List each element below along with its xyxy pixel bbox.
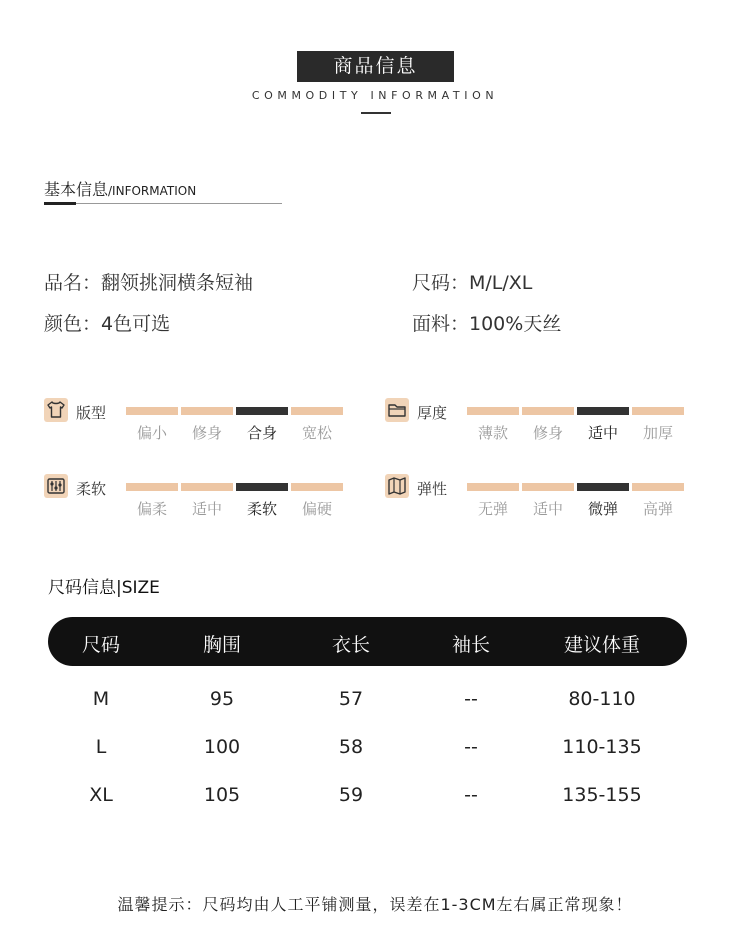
- attribute-label: 弹性: [417, 480, 448, 498]
- scale-segment: [126, 407, 178, 415]
- scale-option: 偏硬: [301, 500, 332, 518]
- scale-segment: [181, 407, 233, 415]
- scale-segment: [291, 483, 343, 491]
- product-color: 颜色：4色可选: [44, 313, 171, 335]
- attribute-label: 厚度: [417, 404, 448, 422]
- size-cell: 80-110: [568, 688, 636, 710]
- measurement-tip: 温馨提示：尺码均由人工平铺测量，误差在1-3CM左右属正常现象！: [117, 895, 633, 914]
- scale-segment: [577, 483, 629, 491]
- scale-option: 修身: [191, 424, 222, 442]
- scale-segment: [632, 483, 684, 491]
- size-cell: M: [92, 688, 110, 710]
- basic-info-heading-en: /INFORMATION: [108, 184, 197, 198]
- scale-option: 微弹: [587, 500, 618, 518]
- scale-option: 无弹: [477, 500, 508, 518]
- section-subtitle: COMMODITY INFORMATION: [251, 89, 499, 102]
- scale-segment: [236, 407, 288, 415]
- size-cell: L: [95, 736, 107, 758]
- size-cell: XL: [89, 784, 113, 806]
- section-title: 商品信息: [297, 51, 454, 82]
- scale-option: 高弹: [642, 500, 673, 518]
- size-cell: 57: [338, 688, 364, 710]
- size-cell: 100: [203, 736, 241, 758]
- scale-option: 偏柔: [136, 500, 167, 518]
- scale-segment: [522, 407, 574, 415]
- size-cell: 59: [338, 784, 364, 806]
- scale-segment: [467, 407, 519, 415]
- size-cell: 95: [209, 688, 235, 710]
- basic-info-divider-accent: [44, 202, 76, 205]
- scale-segment: [126, 483, 178, 491]
- sliders-icon: [44, 474, 68, 498]
- size-column-header: 建议体重: [563, 634, 640, 656]
- scale-option: 合身: [246, 424, 277, 442]
- scale-segment: [467, 483, 519, 491]
- attribute-label: 柔软: [76, 480, 107, 498]
- tshirt-icon: [44, 398, 68, 422]
- basic-info-heading-cn: 基本信息: [44, 180, 109, 199]
- size-column-header: 胸围: [202, 634, 241, 656]
- size-column-header: 衣长: [331, 634, 370, 656]
- product-fabric: 面料：100%天丝: [412, 313, 562, 335]
- scale-option: 偏小: [136, 424, 167, 442]
- scale-option: 适中: [191, 500, 222, 518]
- size-column-header: 袖长: [451, 634, 490, 656]
- size-cell: --: [464, 784, 478, 806]
- size-column-header: 尺码: [81, 634, 120, 656]
- size-cell: --: [464, 688, 478, 710]
- size-cell: 135-155: [562, 784, 642, 806]
- scale-segment: [522, 483, 574, 491]
- size-heading: 尺码信息|SIZE: [48, 578, 160, 598]
- scale-segment: [577, 407, 629, 415]
- scale-segment: [181, 483, 233, 491]
- scale-option: 薄款: [477, 424, 508, 442]
- basic-info-divider: [44, 203, 282, 204]
- scale-option: 适中: [532, 500, 563, 518]
- product-name: 品名：翻领挑洞横条短袖: [44, 272, 254, 294]
- scale-option: 柔软: [246, 500, 277, 518]
- scale-option: 修身: [532, 424, 563, 442]
- scale-segment: [632, 407, 684, 415]
- scale-option: 加厚: [642, 424, 673, 442]
- size-cell: 110-135: [562, 736, 642, 758]
- scale-segment: [291, 407, 343, 415]
- map-icon: [385, 474, 409, 498]
- folder-icon: [385, 398, 409, 422]
- basic-info-heading: [44, 177, 196, 200]
- attribute-label: 版型: [76, 404, 107, 422]
- size-cell: 105: [203, 784, 241, 806]
- scale-segment: [236, 483, 288, 491]
- size-cell: --: [464, 736, 478, 758]
- title-divider: [361, 112, 391, 114]
- scale-option: 适中: [587, 424, 618, 442]
- scale-option: 宽松: [301, 424, 332, 442]
- product-size: 尺码：M/L/XL: [412, 272, 533, 294]
- size-cell: 58: [338, 736, 364, 758]
